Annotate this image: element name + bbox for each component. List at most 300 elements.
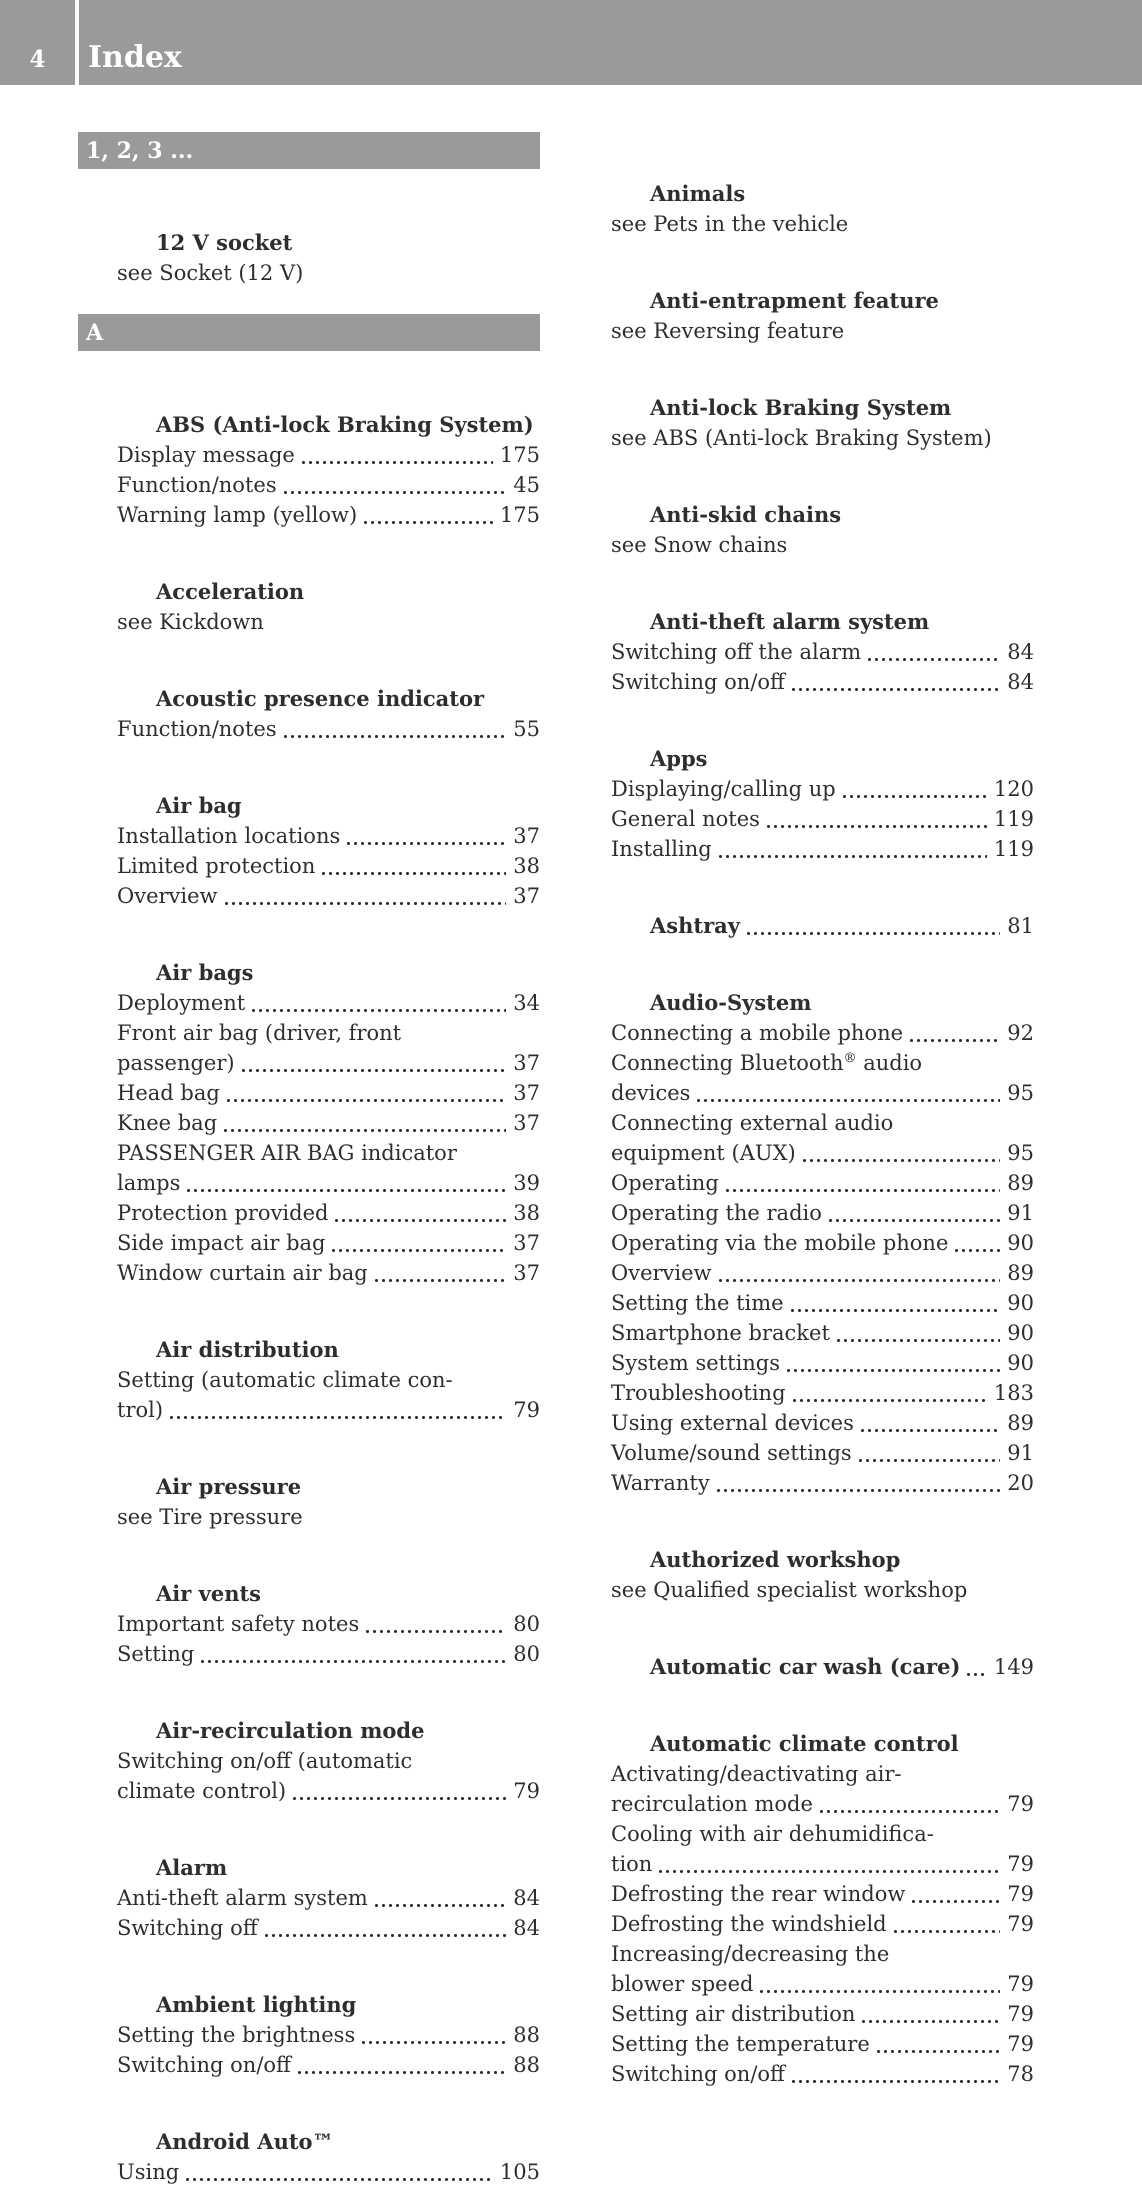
entry-text: see Pets in the vehicle bbox=[611, 212, 849, 236]
page-reference-number: 92 bbox=[1007, 1021, 1034, 1045]
entry-text: Android Auto™ bbox=[156, 2129, 334, 2154]
index-entry bbox=[572, 132, 1034, 209]
entry-text: Switching on/off bbox=[117, 2053, 291, 2077]
entry-text: Connecting external audio bbox=[611, 1111, 894, 1135]
entry-text: lamps bbox=[117, 1171, 181, 1195]
index-entry bbox=[78, 1639, 540, 1669]
index-entry bbox=[78, 1078, 540, 1108]
page-header bbox=[0, 0, 1142, 85]
index-entry bbox=[78, 1168, 540, 1198]
entry-text: Authorized workshop bbox=[650, 1547, 901, 1572]
entry-text: Switching on/off bbox=[611, 670, 785, 694]
index-entry bbox=[78, 500, 540, 530]
page-reference-number: 39 bbox=[513, 1171, 540, 1195]
page-reference-number: 91 bbox=[1007, 1201, 1034, 1225]
page-reference-number: 120 bbox=[993, 777, 1034, 801]
dotted-leader bbox=[224, 1129, 506, 1132]
index-entry bbox=[78, 1138, 540, 1168]
index-entry bbox=[572, 1138, 1034, 1168]
page-reference-number: 90 bbox=[1007, 1231, 1034, 1255]
index-entry bbox=[572, 1378, 1034, 1408]
entry-text: see Snow chains bbox=[611, 533, 788, 557]
index-entry bbox=[572, 1018, 1034, 1048]
entry-text: Increasing/decreasing the bbox=[611, 1942, 890, 1966]
index-entry bbox=[572, 1789, 1034, 1819]
entry-text: System settings bbox=[611, 1351, 781, 1375]
page-reference-number: 183 bbox=[993, 1381, 1034, 1405]
entry-text: Animals bbox=[650, 181, 746, 206]
entry-text: blower speed bbox=[611, 1972, 754, 1996]
page-reference-number: 91 bbox=[1007, 1441, 1034, 1465]
index-entry bbox=[572, 1318, 1034, 1348]
entry-text: Side impact air bag bbox=[117, 1231, 326, 1255]
index-entry bbox=[78, 2020, 540, 2050]
dotted-leader bbox=[787, 1369, 1000, 1372]
index-entry bbox=[572, 834, 1034, 864]
page-reference-number: 119 bbox=[993, 837, 1034, 861]
page-reference-number: 37 bbox=[513, 1261, 540, 1285]
page-reference-number: 79 bbox=[1007, 1882, 1034, 1906]
index-entry bbox=[78, 1228, 540, 1258]
entry-text: Warning lamp (yellow) bbox=[117, 503, 358, 527]
entry-text: Anti-entrapment feature bbox=[650, 288, 939, 313]
entry-text: Displaying/calling up bbox=[611, 777, 836, 801]
index-entry bbox=[78, 1913, 540, 1943]
index-entry bbox=[572, 1108, 1034, 1138]
entry-text: Operating via the mobile phone bbox=[611, 1231, 949, 1255]
page-reference-number: 90 bbox=[1007, 1291, 1034, 1315]
index-entry bbox=[572, 1759, 1034, 1789]
entry-text: Air-recirculation mode bbox=[156, 1718, 425, 1743]
page-reference-number: 79 bbox=[513, 1779, 540, 1803]
entry-text: trol) bbox=[117, 1398, 164, 1422]
entry-text: Anti-lock Braking System bbox=[650, 395, 952, 420]
dotted-leader bbox=[225, 902, 507, 905]
entry-text: Defrosting the windshield bbox=[611, 1912, 887, 1936]
index-entry bbox=[78, 1108, 540, 1138]
entry-text: Window curtain air bag bbox=[117, 1261, 368, 1285]
entry-text: Air distribution bbox=[156, 1337, 339, 1362]
entry-text: Overview bbox=[611, 1261, 712, 1285]
dotted-leader bbox=[760, 1990, 1000, 1993]
index-entry bbox=[78, 363, 540, 440]
dotted-leader bbox=[877, 2050, 1001, 2053]
entry-text: see Kickdown bbox=[117, 610, 264, 634]
dotted-leader bbox=[726, 1189, 1000, 1192]
column-right bbox=[572, 132, 1034, 2187]
entry-text: recirculation mode bbox=[611, 1792, 813, 1816]
dotted-leader bbox=[242, 1069, 507, 1072]
index-entry bbox=[78, 1806, 540, 1883]
index-entry bbox=[572, 1819, 1034, 1849]
index-entry bbox=[572, 1682, 1034, 1759]
entry-text: Anti-theft alarm system bbox=[117, 1886, 368, 1910]
index-entry bbox=[572, 1849, 1034, 1879]
entry-text: Troubleshooting bbox=[611, 1381, 786, 1405]
index-entry bbox=[78, 1776, 540, 1806]
page-reference-number: 84 bbox=[1007, 640, 1034, 664]
dotted-leader bbox=[332, 1249, 506, 1252]
entry-text: Volume/sound settings bbox=[611, 1441, 852, 1465]
page-reference-number: 37 bbox=[513, 884, 540, 908]
index-entry bbox=[78, 881, 540, 911]
section-bar bbox=[78, 314, 540, 351]
index-entry bbox=[78, 1048, 540, 1078]
dotted-leader bbox=[284, 735, 507, 738]
index-entry bbox=[78, 714, 540, 744]
dotted-leader bbox=[302, 461, 493, 464]
dotted-leader bbox=[322, 872, 506, 875]
dotted-leader bbox=[375, 1279, 507, 1282]
dotted-leader bbox=[792, 688, 1000, 691]
page-reference-number: 89 bbox=[1007, 1411, 1034, 1435]
dotted-leader bbox=[366, 1630, 506, 1633]
entry-text: Activating/deactivating air- bbox=[611, 1762, 902, 1786]
dotted-leader bbox=[894, 1930, 1001, 1933]
entry-text: Defrosting the rear window bbox=[611, 1882, 906, 1906]
entry-text: Front air bag (driver, front bbox=[117, 1021, 402, 1045]
index-entry bbox=[572, 239, 1034, 316]
page-reference-number: 89 bbox=[1007, 1261, 1034, 1285]
dotted-leader bbox=[829, 1219, 1000, 1222]
index-entry bbox=[78, 1669, 540, 1746]
dotted-leader bbox=[767, 825, 987, 828]
entry-text: Air bags bbox=[156, 960, 254, 985]
entry-text: ABS (Anti-lock Braking System) bbox=[156, 412, 534, 437]
index-entry bbox=[572, 637, 1034, 667]
page-reference-number: 45 bbox=[513, 473, 540, 497]
page-reference-number: 34 bbox=[513, 991, 540, 1015]
dotted-leader bbox=[868, 658, 1000, 661]
entry-text: Deployment bbox=[117, 991, 246, 1015]
index-entry bbox=[572, 2059, 1034, 2089]
entry-text: Switching on/off bbox=[611, 2062, 785, 2086]
index-entry bbox=[572, 1969, 1034, 1999]
page-reference-number: 89 bbox=[1007, 1171, 1034, 1195]
index-entry bbox=[78, 1365, 540, 1395]
page-reference-number: 84 bbox=[513, 1886, 540, 1910]
dotted-leader bbox=[861, 1429, 1000, 1432]
entry-text: 12 V socket bbox=[156, 230, 293, 255]
page-reference-number: 37 bbox=[513, 1081, 540, 1105]
index-entry bbox=[78, 2157, 540, 2187]
entry-text: Function/notes bbox=[117, 717, 277, 741]
dotted-leader bbox=[820, 1810, 1000, 1813]
index-entry bbox=[572, 1498, 1034, 1575]
entry-text: devices bbox=[611, 1081, 691, 1105]
index-entry bbox=[572, 1438, 1034, 1468]
entry-text: Overview bbox=[117, 884, 218, 908]
entry-text: Important safety notes bbox=[117, 1612, 360, 1636]
page-reference-number: 80 bbox=[513, 1642, 540, 1666]
entry-text: see Qualified specialist workshop bbox=[611, 1578, 968, 1602]
entry-text: PASSENGER AIR BAG indicator bbox=[117, 1141, 457, 1165]
header-title-box bbox=[79, 0, 1142, 85]
index-entry bbox=[572, 1198, 1034, 1228]
index-entry bbox=[572, 1408, 1034, 1438]
entry-text: Audio-System bbox=[650, 990, 812, 1015]
page-reference-number: 37 bbox=[513, 1111, 540, 1135]
index-entry bbox=[78, 1609, 540, 1639]
entry-text: Installing bbox=[611, 837, 712, 861]
index-entry bbox=[572, 1288, 1034, 1318]
index-entry bbox=[78, 1883, 540, 1913]
dotted-leader bbox=[659, 1870, 1000, 1873]
entry-text: Switching on/off (automatic bbox=[117, 1749, 413, 1773]
dotted-leader bbox=[843, 795, 987, 798]
dotted-leader bbox=[803, 1159, 1001, 1162]
index-entry bbox=[572, 941, 1034, 1018]
page-reference-number: 79 bbox=[1007, 2002, 1034, 2026]
dotted-leader bbox=[227, 1099, 506, 1102]
entry-text: Setting the time bbox=[611, 1291, 784, 1315]
page-reference-number: 37 bbox=[513, 1231, 540, 1255]
page-reference-number: 95 bbox=[1007, 1081, 1034, 1105]
index-entry bbox=[78, 530, 540, 607]
dotted-leader bbox=[717, 1489, 1001, 1492]
entry-text: Automatic climate control bbox=[650, 1731, 959, 1756]
index-entry bbox=[572, 1048, 1034, 1078]
entry-text: Setting (automatic climate con- bbox=[117, 1368, 453, 1392]
dotted-leader bbox=[912, 1900, 1000, 1903]
index-entry bbox=[572, 1575, 1034, 1605]
dotted-leader bbox=[792, 2080, 1000, 2083]
entry-text: Ambient lighting bbox=[156, 1992, 357, 2017]
entry-text: Air pressure bbox=[156, 1474, 302, 1499]
index-entry bbox=[572, 1228, 1034, 1258]
index-entry bbox=[78, 607, 540, 637]
entry-text: see Socket (12 V) bbox=[117, 261, 304, 285]
index-entry bbox=[572, 1909, 1034, 1939]
entry-text: Setting the brightness bbox=[117, 2023, 356, 2047]
index-entry bbox=[78, 181, 540, 258]
dotted-leader bbox=[719, 855, 987, 858]
entry-text: see Reversing feature bbox=[611, 319, 845, 343]
dotted-leader bbox=[265, 1934, 507, 1937]
index-entry bbox=[572, 864, 1034, 941]
entry-text: Operating bbox=[611, 1171, 719, 1195]
entry-text: Connecting a mobile phone bbox=[611, 1021, 904, 1045]
index-entry bbox=[572, 1999, 1034, 2029]
index-entry bbox=[78, 258, 540, 288]
index-entry bbox=[78, 1943, 540, 2020]
entry-text: Anti-theft alarm system bbox=[650, 609, 930, 634]
dotted-leader bbox=[298, 2071, 506, 2074]
dotted-leader bbox=[747, 932, 1000, 935]
entry-text: Cooling with air dehumidifica- bbox=[611, 1822, 934, 1846]
index-entry bbox=[572, 423, 1034, 453]
page-reference-number: 38 bbox=[513, 854, 540, 878]
entry-text: Operating the radio bbox=[611, 1201, 822, 1225]
entry-text: Warranty bbox=[611, 1471, 710, 1495]
index-content bbox=[0, 85, 1142, 2187]
index-entry bbox=[78, 1395, 540, 1425]
entry-text: Head bag bbox=[117, 1081, 220, 1105]
index-entry bbox=[78, 851, 540, 881]
index-entry bbox=[78, 2050, 540, 2080]
section-bar-label: A bbox=[86, 319, 104, 346]
entry-text: Apps bbox=[650, 746, 708, 771]
dotted-leader bbox=[201, 1660, 506, 1663]
page-reference-number: 119 bbox=[993, 807, 1034, 831]
dotted-leader bbox=[186, 2178, 493, 2181]
dotted-leader bbox=[837, 1339, 1000, 1342]
dotted-leader bbox=[791, 1309, 1001, 1312]
page-reference-number: 149 bbox=[993, 1655, 1034, 1679]
index-entry bbox=[78, 911, 540, 988]
index-entry bbox=[572, 1605, 1034, 1682]
entry-text: Automatic car wash (care) bbox=[650, 1654, 961, 1679]
page-reference-number: 79 bbox=[513, 1398, 540, 1422]
dotted-leader bbox=[697, 1099, 1000, 1102]
page-reference-number: 79 bbox=[1007, 1912, 1034, 1936]
page-reference-number: 95 bbox=[1007, 1141, 1034, 1165]
section-bar bbox=[78, 132, 540, 169]
index-entry bbox=[78, 1288, 540, 1365]
page-reference-number: 88 bbox=[513, 2053, 540, 2077]
entry-text: Protection provided bbox=[117, 1201, 329, 1225]
index-entry bbox=[572, 209, 1034, 239]
index-entry bbox=[572, 453, 1034, 530]
entry-text: Anti-skid chains bbox=[650, 502, 842, 527]
dotted-leader bbox=[335, 1219, 506, 1222]
entry-text: Display message bbox=[117, 443, 295, 467]
page-reference-number: 80 bbox=[513, 1612, 540, 1636]
page-reference-number: 79 bbox=[1007, 2032, 1034, 2056]
index-entry bbox=[78, 1746, 540, 1776]
index-entry bbox=[572, 1468, 1034, 1498]
index-entry bbox=[78, 440, 540, 470]
dotted-leader bbox=[187, 1189, 506, 1192]
index-entry bbox=[572, 1348, 1034, 1378]
dotted-leader bbox=[293, 1797, 506, 1800]
index-entry bbox=[572, 346, 1034, 423]
entry-text: Knee bag bbox=[117, 1111, 218, 1135]
index-entry bbox=[572, 804, 1034, 834]
index-entry bbox=[572, 1168, 1034, 1198]
entry-text: Setting bbox=[117, 1642, 195, 1666]
page-reference-number: 79 bbox=[1007, 1972, 1034, 1996]
entry-text: Using bbox=[117, 2160, 180, 2184]
dotted-leader bbox=[252, 1009, 506, 1012]
page-reference-number: 84 bbox=[513, 1916, 540, 1940]
dotted-leader bbox=[375, 1904, 506, 1907]
entry-text: Ashtray bbox=[650, 913, 740, 938]
index-entry bbox=[78, 988, 540, 1018]
page-reference-number: 81 bbox=[1007, 914, 1034, 938]
index-entry bbox=[572, 774, 1034, 804]
index-entry bbox=[78, 1018, 540, 1048]
index-entry bbox=[78, 1532, 540, 1609]
dotted-leader bbox=[967, 1673, 986, 1676]
dotted-leader bbox=[719, 1279, 1001, 1282]
index-entry bbox=[78, 470, 540, 500]
entry-text: Switching off the alarm bbox=[611, 640, 862, 664]
page-reference-number: 175 bbox=[499, 443, 540, 467]
index-entry bbox=[572, 316, 1034, 346]
entry-text: Installation locations bbox=[117, 824, 341, 848]
index-entry bbox=[78, 2080, 540, 2157]
page-reference-number: 90 bbox=[1007, 1321, 1034, 1345]
index-entry bbox=[78, 1425, 540, 1502]
entry-text: Smartphone bracket bbox=[611, 1321, 830, 1345]
entry-text: Acoustic presence indicator bbox=[156, 686, 485, 711]
page-reference-number: 88 bbox=[513, 2023, 540, 2047]
dotted-leader bbox=[862, 2020, 1000, 2023]
entry-text: Alarm bbox=[156, 1855, 228, 1880]
dotted-leader bbox=[170, 1416, 506, 1419]
entry-text: climate control) bbox=[117, 1779, 287, 1803]
dotted-leader bbox=[347, 842, 506, 845]
index-entry bbox=[572, 1078, 1034, 1108]
dotted-leader bbox=[362, 2041, 506, 2044]
page-reference-number: 37 bbox=[513, 1051, 540, 1075]
index-entry bbox=[572, 697, 1034, 774]
entry-text: General notes bbox=[611, 807, 760, 831]
dotted-leader bbox=[910, 1039, 1000, 1042]
page-reference-number: 175 bbox=[499, 503, 540, 527]
entry-text: Setting the temperature bbox=[611, 2032, 870, 2056]
page-reference-number: 20 bbox=[1007, 1471, 1034, 1495]
index-entry bbox=[78, 1502, 540, 1532]
page-title: Index bbox=[88, 40, 182, 75]
entry-text: Setting air distribution bbox=[611, 2002, 856, 2026]
index-entry bbox=[78, 637, 540, 714]
dotted-leader bbox=[364, 521, 493, 524]
entry-text: passenger) bbox=[117, 1051, 235, 1075]
section-bar-label: 1, 2, 3 ... bbox=[86, 137, 194, 164]
index-entry bbox=[78, 821, 540, 851]
entry-text: Air bag bbox=[156, 793, 242, 818]
page-reference-number: 79 bbox=[1007, 1792, 1034, 1816]
entry-text: see ABS (Anti-lock Braking System) bbox=[611, 426, 992, 450]
page-reference-number: 90 bbox=[1007, 1351, 1034, 1375]
dotted-leader bbox=[284, 491, 507, 494]
entry-text: equipment (AUX) bbox=[611, 1141, 796, 1165]
entry-text: see Tire pressure bbox=[117, 1505, 303, 1529]
page-reference-number: 37 bbox=[513, 824, 540, 848]
index-entry bbox=[78, 744, 540, 821]
registered-trademark-symbol: ® bbox=[843, 1051, 857, 1066]
page-reference-number: 78 bbox=[1007, 2062, 1034, 2086]
index-entry bbox=[572, 530, 1034, 560]
page-reference-number: 55 bbox=[513, 717, 540, 741]
dotted-leader bbox=[793, 1399, 987, 1402]
index-entry bbox=[78, 1198, 540, 1228]
entry-text: Function/notes bbox=[117, 473, 277, 497]
index-entry bbox=[572, 2029, 1034, 2059]
entry-text: Using external devices bbox=[611, 1411, 854, 1435]
entry-text: Switching off bbox=[117, 1916, 258, 1940]
entry-text: Limited protection bbox=[117, 854, 316, 878]
entry-text: Air vents bbox=[156, 1581, 261, 1606]
dotted-leader bbox=[955, 1249, 1000, 1252]
page-reference-number: 105 bbox=[499, 2160, 540, 2184]
index-entry bbox=[572, 1879, 1034, 1909]
page-reference-number: 79 bbox=[1007, 1852, 1034, 1876]
page-number-label: 4 bbox=[29, 46, 46, 73]
entry-text: Connecting Bluetooth® audio bbox=[611, 1051, 923, 1075]
entry-text: Acceleration bbox=[156, 579, 305, 604]
index-entry bbox=[572, 1258, 1034, 1288]
column-left bbox=[78, 132, 540, 2187]
page-reference-number: 84 bbox=[1007, 670, 1034, 694]
index-entry bbox=[572, 560, 1034, 637]
page-number-box bbox=[0, 0, 75, 85]
index-entry bbox=[78, 1258, 540, 1288]
page-reference-number: 38 bbox=[513, 1201, 540, 1225]
index-entry bbox=[572, 667, 1034, 697]
